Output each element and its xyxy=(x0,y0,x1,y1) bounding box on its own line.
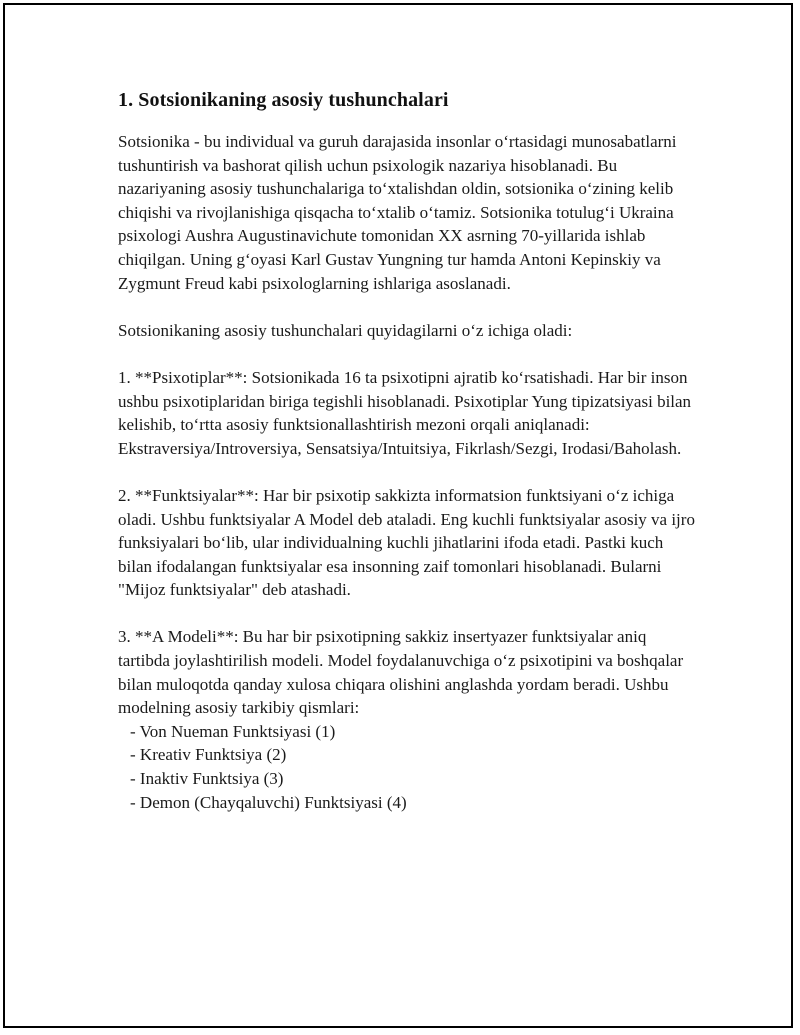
model-component-item: - Demon (Chayqaluvchi) Funktsiyasi (4) xyxy=(130,792,407,812)
model-components-list xyxy=(118,720,698,814)
list-item-psixotiplar: 1. **Psixotiplar**: Sotsionikada 16 ta psixotipni ajratib ko‘rsatishadi. Har bir inson ushbu psixotiplaridan biriga tegishli hisoblanadi. Psixotiplar Yung tipizatsiyasi bilan kelishib, to‘rtta asosiy funktsionallashtirish mezoni orqali aniqlanadi: Ekstraversiya/Introversiya, Sensatsiya/Intuitsiya, Fikrlash/Sezgi, Irodasi/Baholash. xyxy=(118,367,692,458)
document-body xyxy=(118,88,698,814)
model-component-item: - Inaktiv Funktsiya (3) xyxy=(130,769,284,789)
list-lead-paragraph: Sotsionikaning asosiy tushunchalari quyidagilarni o‘z ichiga oladi: xyxy=(118,320,573,340)
section-heading: 1. Sotsionikaning asosiy tushunchalari xyxy=(118,89,449,111)
intro-paragraph: Sotsionika - bu individual va guruh darajasida insonlar o‘rtasidagi munosabatlarni tushuntirish va bashorat qilish uchun psixologik nazariya hisoblanadi. Bu nazariyaning asosiy tushunchalariga to‘xtalishdan oldin, sotsionika o‘zining kelib chiqishi va rivojlanishiga qisqacha to‘xtalib o‘tamiz. Sotsionika totulug‘i Ukraina psixologi Aushra Augustinavichute tomonidan XX asrning 70-yillarida ishlab chiqilgan. Uning g‘oyasi Karl Gustav Yungning tur hamda Antoni Kepinskiy va Zygmunt Freud kabi psixologlarning ishlariga asoslanadi. xyxy=(118,132,677,293)
list-item-funktsiyalar: 2. **Funktsiyalar**: Har bir psixotip sakkizta informatsion funktsiyani o‘z ichiga oladi. Ushbu funktsiyalar A Model deb ataladi. Eng kuchli funktsiyalar asosiy va ijro funksiyalari bo‘lib, ular individualning kuchli jihatlarini ifoda etadi. Pastki kuch bilan ifodalangan funktsiyalar esa insonning zaif tomonlari hisoblanadi. Bularni "Mijoz funktsiyalar" deb atashadi. xyxy=(118,485,695,600)
model-component-item: - Kreativ Funktsiya (2) xyxy=(130,745,287,765)
list-item-a-modeli: 3. **A Modeli**: Bu har bir psixotipning sakkiz insertyazer funktsiyalar aniq tartibda joylashtirilish modeli. Model foydalanuvchiga o‘z psixotipini va boshqalar bilan muloqotda qanday xulosa chiqara olishini anglashda yordam beradi. Ushbu modelning asosiy tarkibiy qismlari: xyxy=(118,627,684,718)
model-component-item: - Von Nueman Funktsiyasi (1) xyxy=(130,721,336,741)
